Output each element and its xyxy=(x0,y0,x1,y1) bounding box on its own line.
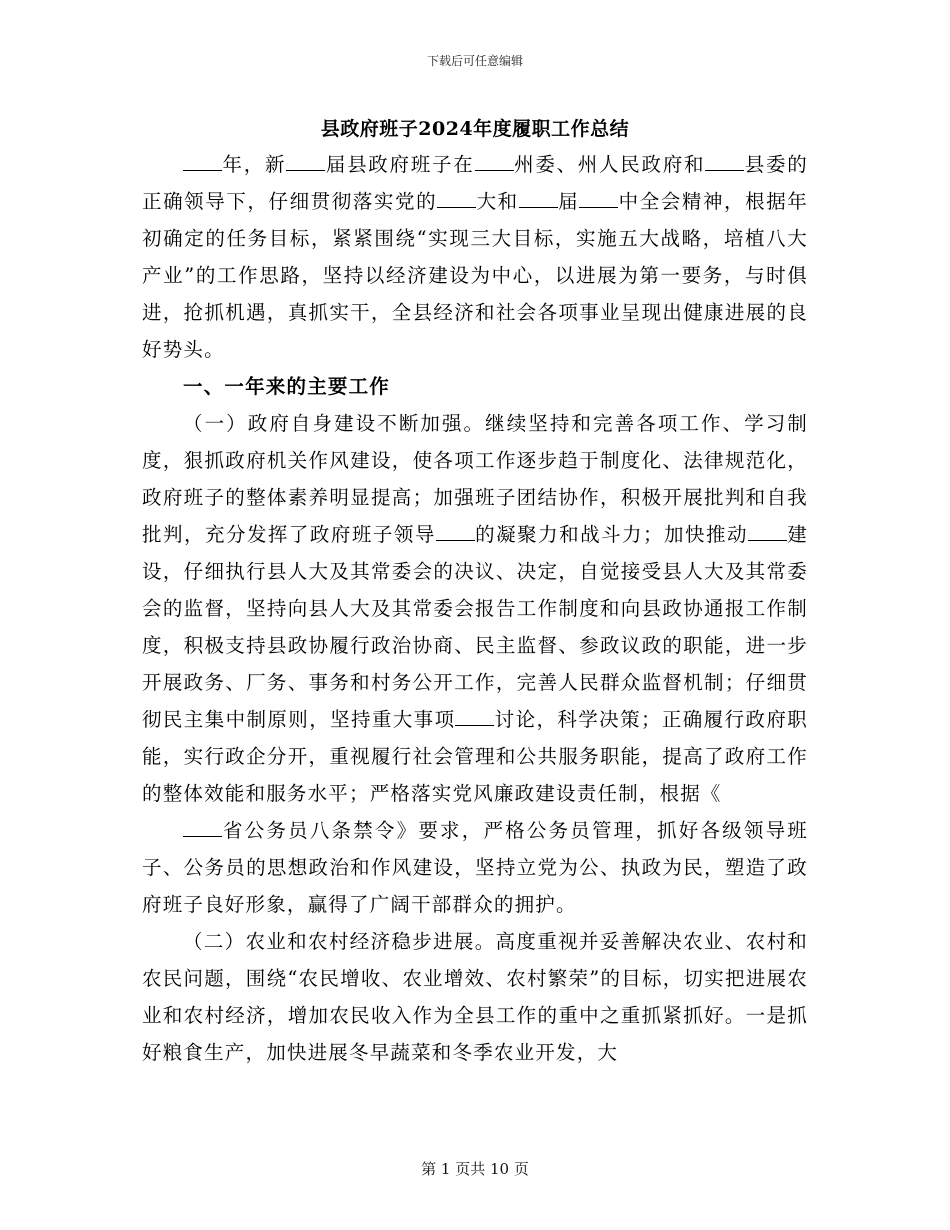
intro-paragraph: 年，新 届县政府班子在 州委、州人民政府和 县委的正确领导下，仔细贯彻落实党的 大和 届 中全会精神，根据年初确定的任务目标，紧紧围绕“实现三大目标，实施五大战略，培植八大产业”的工作思路，坚持以经济建设为中心，以进展为第一要务，与时俱进，抢抓机遇，真抓实干，全县经济和社会各项事业呈现出健康进展的良好势头。 xyxy=(142,153,808,361)
paragraph-agriculture: （二）农业和农村经济稳步进展。高度重视并妥善解决农业、农村和农民问题，围绕“农民增收、农业增效、农村繁荣”的目标，切实把进展农业和农村经济，增加农民收入作为全县工作的重中之重抓紧抓好。一是抓好粮食生产，加快进展冬早蔬菜和冬季农业开发，大 xyxy=(142,930,808,1064)
paragraph-government-building: （一）政府自身建设不断加强。继续坚持和完善各项工作、学习制度，狠抓政府机关作风建设，使各项工作逐步趋于制度化、法律规范化，政府班子的整体素养明显提高；加强班子团结协作，积极开展批判和自我批判，充分发挥了政府班子领导 的凝聚力和战斗力；加快推动 建设，仔细执行县人大及其常委会的决议、决定，自觉接受县人大及其常委会的监督，坚持向县人大及其常委会报告工作制度和向县政协通报工作制度，积极支持县政协履行政治协商、民主监督、参政议政的职能，进一步开展政务、厂务、事务和村务公开工作，完善人民群众监督机制；仔细贯彻民主集中制原则，坚持重大事项 讨论，科学决策；正确履行政府职能，实行政企分开，重视履行社会管理和公共服务职能，提高了政府工作的整体效能和服务水平；严格落实党风廉政建设责任制，根据《 xyxy=(142,412,808,805)
blank xyxy=(183,835,222,837)
blank xyxy=(286,169,325,171)
header-note: 下载后可任意编辑 xyxy=(426,54,523,68)
document-body xyxy=(142,112,808,1071)
page-number: 第 1 页共 10 页 xyxy=(421,1160,529,1178)
paragraph-civil-servant-rules: 省公务员八条禁令》要求，严格公务员管理，抓好各级领导班子、公务员的思想政治和作风建设，坚持立党为公、执政为民，塑造了政府班子良好形象，赢得了广阔干部群众的拥护。 xyxy=(142,819,808,916)
section-heading: 一、一年来的主要工作 xyxy=(183,375,391,398)
blank xyxy=(475,169,514,171)
blank xyxy=(183,169,222,171)
blank xyxy=(455,724,494,726)
blank xyxy=(437,206,476,208)
blank xyxy=(705,169,744,171)
blank xyxy=(748,539,787,541)
blank xyxy=(519,206,558,208)
blank xyxy=(579,206,618,208)
document-title: 县政府班子2024年度履职工作总结 xyxy=(320,118,630,140)
blank xyxy=(436,539,475,541)
